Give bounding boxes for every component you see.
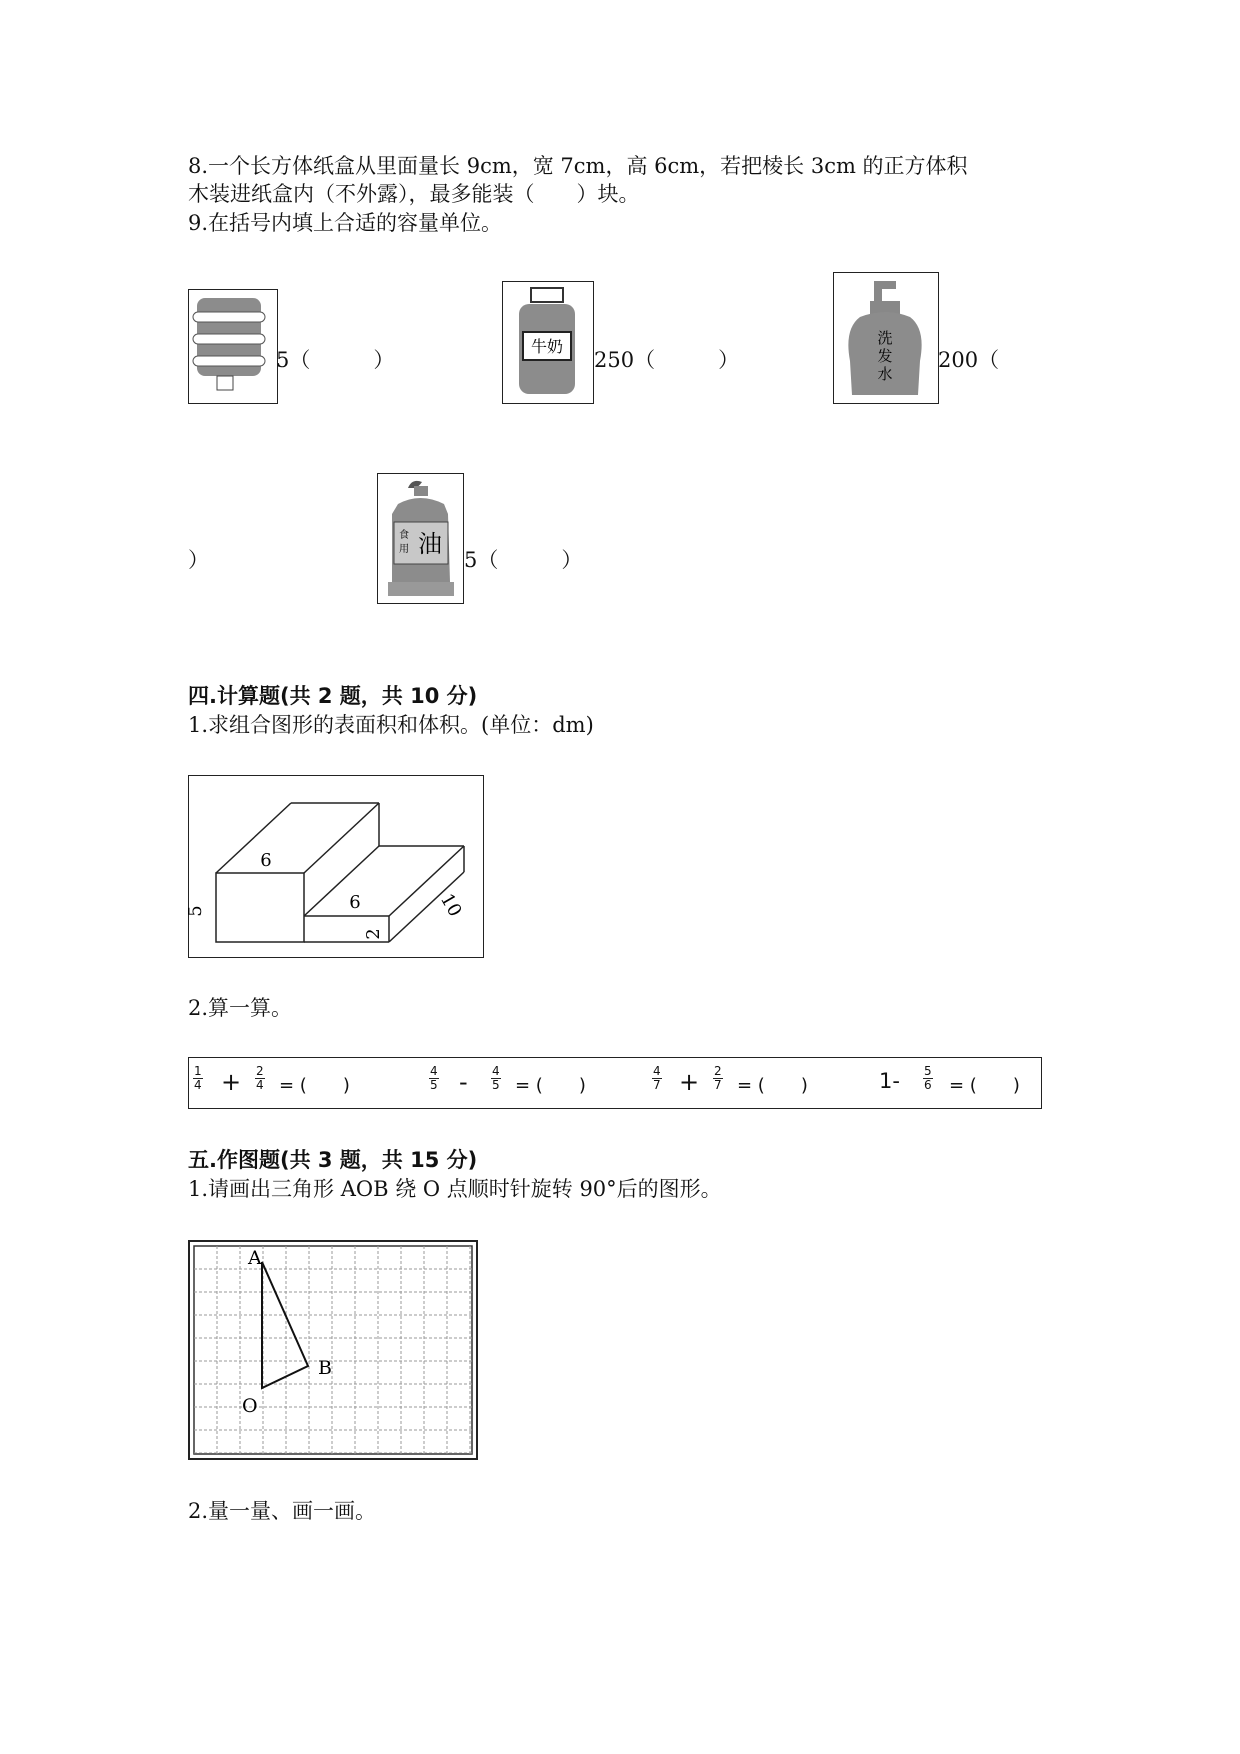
frac-3a: $\frac{4}{7}$ <box>653 1064 661 1092</box>
prefix-4: 1- <box>879 1069 900 1093</box>
dim-label-6: 6 <box>349 892 361 913</box>
section4-q2-text: 2.算一算。 <box>188 996 293 1020</box>
q9-item4-text: 5（ ） <box>464 548 583 572</box>
eq-1: = ( ) <box>279 1075 350 1096</box>
q8-line1: 8.一个长方体纸盒从里面量长 9cm，宽 7cm，高 6cm，若把棱长 3cm 的正方体积 <box>188 154 968 178</box>
point-b-label: B <box>318 1357 332 1379</box>
section5-q2-text: 2.量一量、画一画。 <box>188 1499 377 1523</box>
dim-label-5: 5 <box>185 905 206 917</box>
point-a-label: A <box>248 1247 262 1269</box>
frac-2b: $\frac{4}{5}$ <box>492 1064 500 1092</box>
rotation-grid-figure <box>188 1240 478 1460</box>
shampoo-label-1: 洗 <box>877 329 893 347</box>
shampoo-bottle-icon <box>833 272 939 404</box>
water-jug-icon <box>188 289 278 404</box>
oil-bottle-icon <box>377 473 464 604</box>
frac-2a: $\frac{4}{5}$ <box>430 1064 438 1092</box>
q9-item2-text: 250（ ） <box>594 348 740 372</box>
eq-3: = ( ) <box>737 1075 808 1096</box>
section4-q1-text: 1.求组合图形的表面积和体积。(单位：dm) <box>188 713 594 737</box>
section4-title: 四.计算题(共 2 题，共 10 分) <box>188 684 478 708</box>
frac-1a: $\frac{1}{4}$ <box>194 1064 202 1092</box>
oil-label-big: 油 <box>418 530 442 558</box>
milk-bottle-icon <box>502 281 594 404</box>
oil-label-small-2: 用 <box>399 544 409 555</box>
point-o-label: O <box>242 1395 258 1417</box>
dim-label-top-6: 6 <box>260 850 272 871</box>
op-plus-3: + <box>679 1068 700 1096</box>
q9-item3-text: 200（ <box>938 348 1000 372</box>
oil-label-small-1: 食 <box>399 530 409 541</box>
section5-title: 五.作图题(共 3 题，共 15 分) <box>188 1148 478 1172</box>
triangle-aob <box>262 1262 308 1388</box>
dim-label-10: 10 <box>435 890 466 921</box>
q8-line2: 木装进纸盒内（不外露），最多能装（ ）块。 <box>188 182 640 206</box>
section5-q1-text: 1.请画出三角形 AOB 绕 O 点顺时针旋转 90°后的图形。 <box>188 1177 722 1201</box>
eq-4: = ( ) <box>949 1075 1020 1096</box>
op-plus-1: + <box>221 1068 242 1096</box>
frac-3b: $\frac{2}{7}$ <box>714 1064 722 1092</box>
q9-item1-text: 5（ ） <box>276 348 395 372</box>
shampoo-label-3: 水 <box>877 365 893 383</box>
frac-1b: $\frac{2}{4}$ <box>256 1064 264 1092</box>
dim-label-2: 2 <box>363 928 384 940</box>
q9-title: 9.在括号内填上合适的容量单位。 <box>188 211 503 235</box>
composite-solid-figure <box>185 775 484 958</box>
frac-4b: $\frac{5}{6}$ <box>924 1064 932 1092</box>
q9-item3-close: ） <box>188 548 209 572</box>
grid-lines <box>194 1246 472 1454</box>
milk-label: 牛奶 <box>530 337 564 356</box>
eq-2: = ( ) <box>515 1075 586 1096</box>
op-minus-2: - <box>459 1068 468 1096</box>
fraction-calc-box <box>188 1057 1042 1109</box>
shampoo-label-2: 发 <box>877 347 893 365</box>
